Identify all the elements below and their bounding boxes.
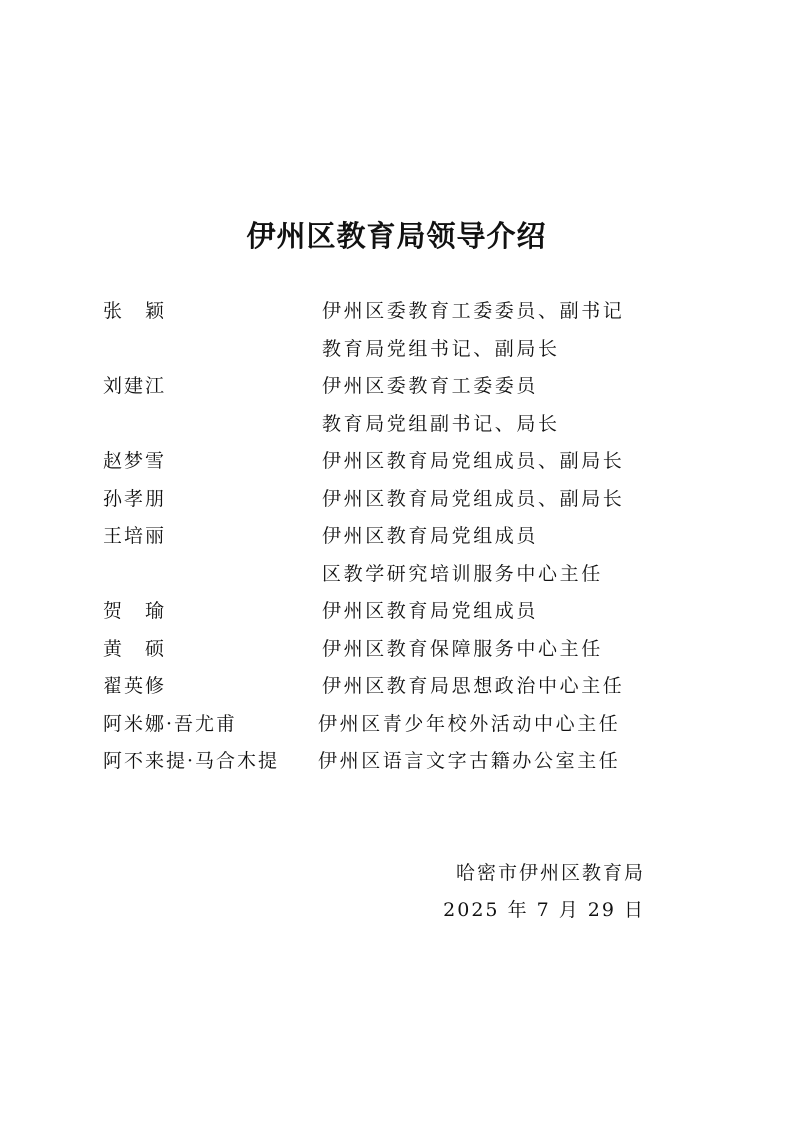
document-title: 伊州区教育局领导介绍: [246, 219, 547, 253]
leader-role-continuation: [103, 406, 703, 444]
leader-role: 伊州区教育局党组成员: [322, 600, 539, 622]
leader-role: 伊州区教育局党组成员、副局长: [322, 450, 625, 472]
leader-row: [103, 481, 703, 519]
signoff-block: [443, 855, 645, 929]
leader-name: 王培丽: [103, 525, 167, 547]
leader-role: 教育局党组书记、副局长: [322, 337, 560, 360]
leader-role: 伊州区教育局党组成员: [322, 525, 539, 547]
leader-row: [103, 293, 703, 331]
leader-row: [103, 743, 703, 781]
leader-name: 翟英修: [103, 675, 167, 697]
leader-role-continuation: [103, 331, 703, 369]
leader-role: 伊州区委教育工委委员、副书记: [322, 300, 625, 322]
leader-name: 孙孝朋: [103, 487, 167, 510]
leader-name: 黄 硕: [103, 637, 167, 660]
leader-role: 伊州区教育局党组成员、副局长: [322, 487, 625, 510]
leader-name: 阿不来提·马合木提: [103, 750, 280, 772]
leader-role: 伊州区教育局思想政治中心主任: [322, 675, 625, 697]
leader-row: [103, 706, 703, 744]
leader-name: 张 颖: [103, 300, 167, 322]
leader-role: 区教学研究培训服务中心主任: [322, 562, 603, 585]
leader-row: [103, 593, 703, 631]
leader-row: [103, 668, 703, 706]
leader-row: [103, 631, 703, 669]
signoff-organization: 哈密市伊州区教育局: [455, 862, 645, 884]
signoff-date: 2025 年 7 月 29 日: [443, 899, 645, 921]
leader-role: 伊州区委教育工委委员: [322, 375, 539, 397]
leader-role: 伊州区语言文字古籍办公室主任: [318, 750, 621, 772]
leader-row: [103, 518, 703, 556]
leader-name: 赵梦雪: [103, 450, 167, 472]
leader-role: 伊州区教育保障服务中心主任: [322, 637, 603, 660]
leader-role: 教育局党组副书记、局长: [322, 412, 560, 435]
leader-row: [103, 368, 703, 406]
leader-role-continuation: [103, 556, 703, 594]
leader-name: 刘建江: [103, 375, 167, 397]
leader-roster: [103, 293, 703, 781]
leader-name: 阿米娜·吾尤甫: [103, 712, 238, 735]
leader-role: 伊州区青少年校外活动中心主任: [318, 712, 621, 735]
leader-name: 贺 瑜: [103, 600, 167, 622]
leader-row: [103, 443, 703, 481]
